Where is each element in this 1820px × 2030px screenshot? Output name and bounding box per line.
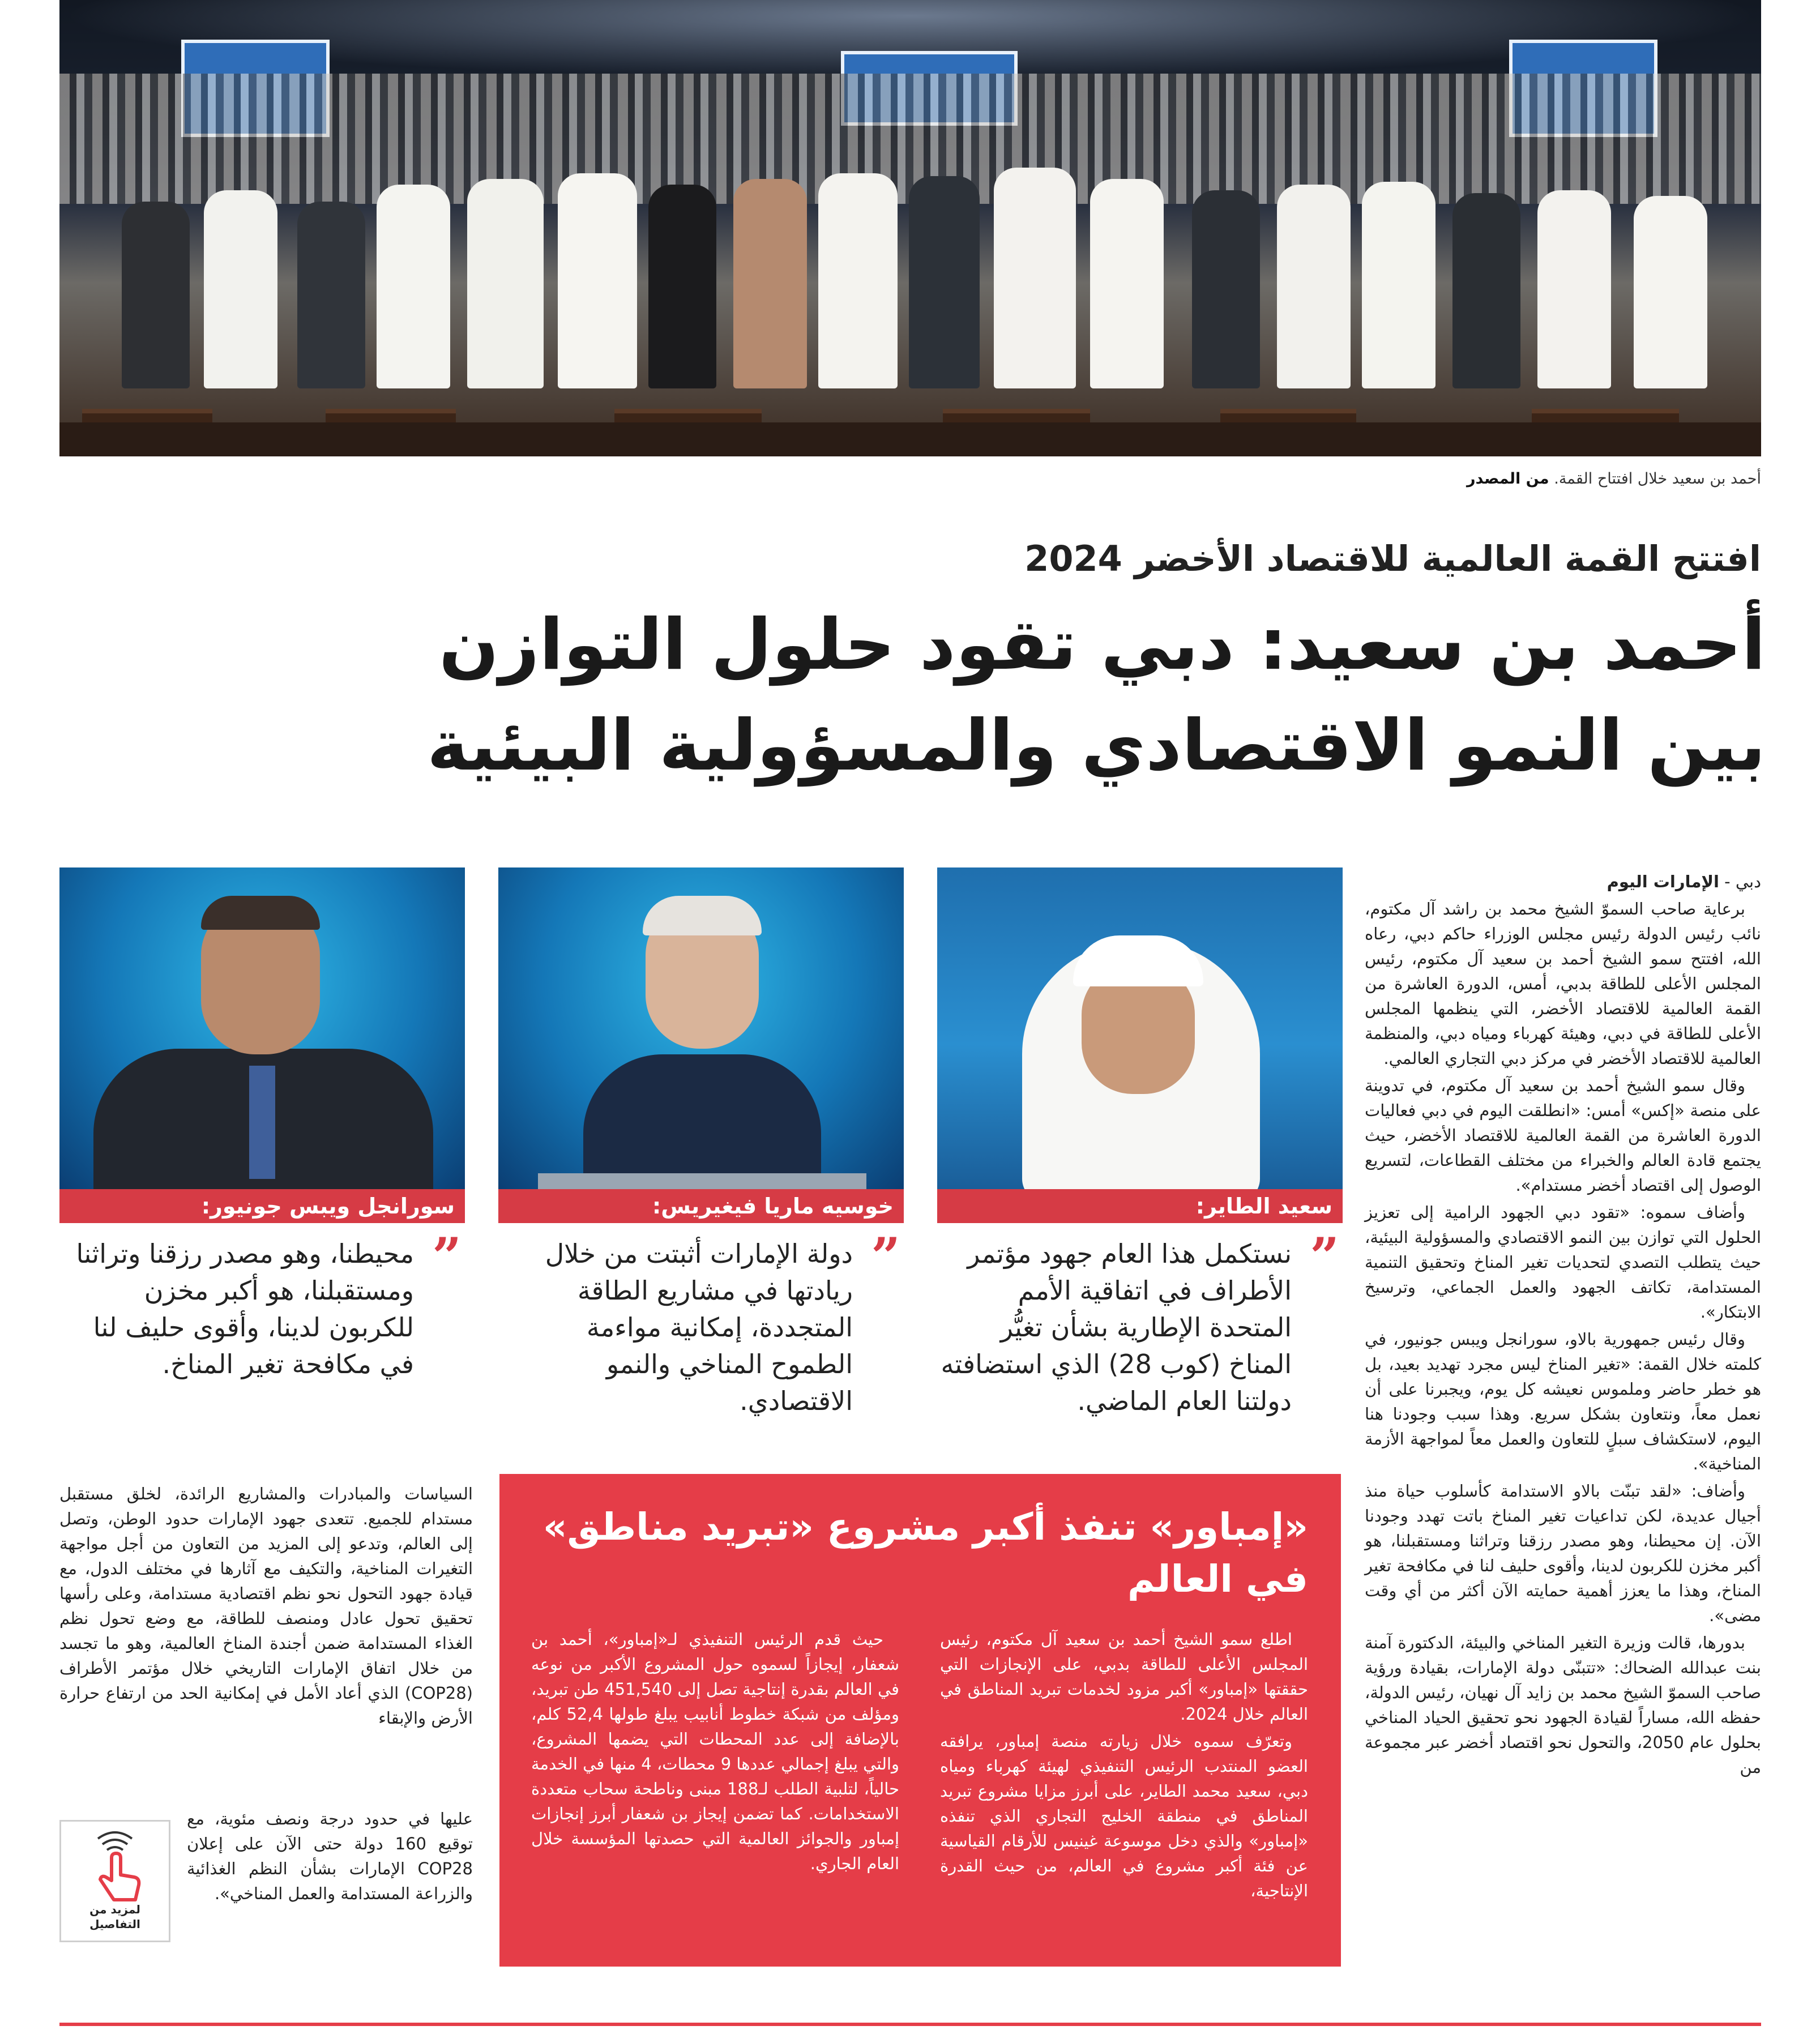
headline-line-2: بين النمو الاقتصادي والمسؤولية البيئية	[426, 705, 1766, 787]
quote-mark-icon: ”	[1310, 1226, 1339, 1287]
more-details-label: لمزيد من التفاصيل	[89, 1903, 140, 1931]
sidebar-title: «إمباور» تنفذ أكبر مشروع «تبريد مناطق» في العالم	[542, 1505, 1308, 1601]
body-paragraph: وقال رئيس جمهورية بالاو، سورانجل ويبس جونيور، في كلمته خلال القمة: «تغير المناخ ليس مجرد تهديد بعيد، بل هو خطر حاضر وملموس نعيشه كل يوم، ويجبرنا على أن نعمل معاً، ونتعاون بشكل سريع. وهذا سبب وجودنا هنا اليوم، لاستكشاف سبلٍ للتعاون والعمل معاً لمواجهة الأزمة المناخية».	[1365, 1330, 1761, 1473]
headline	[72, 595, 1766, 796]
more-details-box[interactable]	[59, 1820, 170, 1942]
quote-card-whipps	[59, 867, 465, 1383]
body-column-left	[59, 1481, 473, 1730]
quote-speaker-name: خوسيه ماريا فيغيريس:	[498, 1189, 904, 1223]
quote-text	[59, 1226, 465, 1383]
quote-text	[937, 1226, 1343, 1420]
quote-mark-icon: ”	[871, 1226, 900, 1287]
quote-text-content: محيطنا، وهو مصدر رزقنا وتراثنا ومستقبلنا، هو أكبر مخزن للكربون لدينا، وأقوى حليف لنا في مكافحة تغير المناخ.	[76, 1238, 414, 1379]
body-paragraph: عليها في حدود درجة ونصف مئوية، مع توقيع 160 دولة حتى الآن على إعلان COP28 الإمارات بشأن النظم الغذائية والزراعة المستدامة والعمل المناخي».	[187, 1809, 473, 1903]
quote-mark-icon: ”	[432, 1226, 462, 1287]
caption-text: أحمد بن سعيد خلال افتتاح القمة.	[1554, 470, 1761, 488]
sidebar-paragraph: وتعرّف سموه خلال زيارته منصة إمباور، يرافقه العضو المنتدب الرئيس التنفيذي لهيئة كهرباء ومياه دبي، سعيد محمد الطاير، على أبرز مزايا مشروع تبريد المناطق في منطقة الخليج التجاري الذي تنفذه «إمباور» والذي دخل موسوعة غينيس للأرقام القياسية عن فئة أكبر مشروع في العالم، من حيث القدرة الإنتاجية،	[940, 1732, 1308, 1900]
dateline-city: دبي -	[1724, 872, 1761, 891]
sidebar-paragraph: اطلع سمو الشيخ أحمد بن سعيد آل مكتوم، رئيس المجلس الأعلى للطاقة بدبي، على الإنجازات التي حققتها «إمباور» أكبر مزود لخدمات تبريد المناطق في العالم خلال 2024.	[940, 1630, 1308, 1724]
speaker-photo-whipps	[59, 867, 465, 1189]
quote-card-altayer	[937, 867, 1343, 1420]
sidebar-box-empower	[499, 1474, 1341, 1967]
bottom-rule	[59, 2023, 1761, 2026]
quote-text	[498, 1226, 904, 1420]
speaker-photo-figueres	[498, 867, 904, 1189]
kicker: افتتح القمة العالمية للاقتصاد الأخضر 2024	[1024, 538, 1761, 579]
body-column-right	[1365, 869, 1761, 1782]
quote-card-figueres	[498, 867, 904, 1420]
quote-text-content: دولة الإمارات أثبتت من خلال ريادتها في مشاريع الطاقة المتجددة، إمكانية مواءمة الطموح المناخي والنمو الاقتصادي.	[545, 1238, 853, 1416]
body-paragraph: وقال سمو الشيخ أحمد بن سعيد آل مكتوم، في تدوينة على منصة «إكس» أمس: «انطلقت اليوم في دبي فعاليات الدورة العاشرة من القمة العالمية للاقتصاد الأخضر، حيث يجتمع قادة العالم والخبراء من مختلف القطاعات، لتسريع الوصول إلى اقتصاد أخضر مستدام».	[1365, 1076, 1761, 1195]
dateline-source: الإمارات اليوم	[1607, 872, 1719, 891]
sidebar-paragraph: حيث قدم الرئيس التنفيذي لـ«إمباور»، أحمد بن شعفار، إيجازاً لسموه حول المشروع الأكبر من نوعه في العالم بقدرة إنتاجية تصل إلى 451,540 طن تبريد، ومؤلف من شبكة خطوط أنابيب يبلغ طولها 52,4 كلم، بالإضافة إلى عدد المحطات التي يضمها المشروع، والتي يبلغ إجمالي عددها 9 محطات، 4 منها في الخدمة حالياً، لتلبية الطلب لـ188 مبنى وناطحة سحاب متعددة الاستخدامات. كما تضمن إيجاز بن شعفار أبرز إنجازات إمباور والجوائز العالمية التي حصدتها المؤسسة خلال العام الجاري.	[531, 1630, 900, 1873]
quote-speaker-name: سورانجل ويبس جونيور:	[59, 1189, 465, 1223]
dateline	[1365, 869, 1761, 894]
photo-caption	[1467, 470, 1761, 488]
caption-credit: من المصدر	[1466, 470, 1549, 488]
quote-text-content: نستكمل هذا العام جهود مؤتمر الأطراف في اتفاقية الأمم المتحدة الإطارية بشأن تغيُّر المناخ (كوب 28) الذي استضافته دولتنا العام الماضي.	[941, 1238, 1292, 1416]
headline-line-1: أحمد بن سعيد: دبي تقود حلول التوازن	[439, 604, 1766, 686]
body-paragraph: بدورها، قالت وزيرة التغير المناخي والبيئة، الدكتورة آمنة بنت عبدالله الضحاك: «تتبنّى دولة الإمارات، بقيادة ورؤية صاحب السموّ الشيخ محمد بن زايد آل نهيان، رئيس الدولة، حفظه الله، مساراً لقيادة الجهود نحو تحقيق الحياد المناخي بحلول عام 2050، والتحول نحو اقتصاد أخضر عبر مجموعة من	[1365, 1633, 1761, 1777]
tap-hand-icon	[81, 1826, 149, 1905]
quote-speaker-name: سعيد الطاير:	[937, 1189, 1343, 1223]
sidebar-column-a	[940, 1627, 1308, 1905]
sidebar-column-b	[531, 1627, 899, 1878]
body-paragraph: وأضاف سموه: «تقود دبي الجهود الرامية إلى تعزيز الحلول التي توازن بين النمو الاقتصادي والمسؤولية البيئية، حيث يتطلب التصدي لتحديات تغير المناخ وتحقيق التنمية المستدامة، تكاتف الجهود والعمل الجماعي، وترسيخ الابتكار».	[1365, 1203, 1761, 1322]
body-paragraph: وأضاف: «لقد تبنّت بالاو الاستدامة كأسلوب حياة منذ أجيال عديدة، لكن تداعيات تغير المناخ باتت تهدد وجودنا الآن. إن محيطنا، وهو مصدر رزقنا وتراثنا ومستقبلنا، هو أكبر مخزن للكربون لدينا، وأقوى حليف لنا في مكافحة تغير المناخ، وهذا ما يعزز أهمية حمايته الآن أكثر من أي وقت مضى».	[1365, 1481, 1761, 1625]
body-column-left-continued	[187, 1806, 473, 1906]
body-paragraph: السياسات والمبادرات والمشاريع الرائدة، لخلق مستقبل مستدام للجميع. تتعدى جهود الإمارات حدود الوطن، وتصل إلى العالم، وتدعو إلى المزيد من التعاون من أجل مواجهة التغيرات المناخية، والتكيف مع آثارها في مختلف الدول، مع قيادة جهود التحول نحو نظم اقتصادية مستدامة، وعلى رأسها تحقيق تحول عادل ومنصف للطاقة، مع وضع تحول نظم الغذاء المستدامة ضمن أجندة المناخ العالمية، وهو ما تجسد من خلال اتفاق الإمارات التاريخي خلال مؤتمر الأطراف (COP28) الذي أعاد الأمل في إمكانية الحد من ارتفاع حرارة الأرض والإبقاء	[59, 1484, 473, 1728]
body-paragraph: برعاية صاحب السموّ الشيخ محمد بن راشد آل مكتوم، نائب رئيس الدولة رئيس مجلس الوزراء حاكم دبي، رعاه الله، افتتح سمو الشيخ أحمد بن سعيد آل مكتوم، رئيس المجلس الأعلى للطاقة بدبي، أمس، الدورة العاشرة من القمة العالمية للاقتصاد الأخضر، التي ينظمها المجلس الأعلى للطاقة في دبي، وهيئة كهرباء ومياه دبي، والمنظمة العالمية للاقتصاد الأخضر في مركز دبي التجاري العالمي.	[1365, 899, 1761, 1068]
top-photo	[59, 0, 1761, 456]
speaker-photo-altayer	[937, 867, 1343, 1189]
